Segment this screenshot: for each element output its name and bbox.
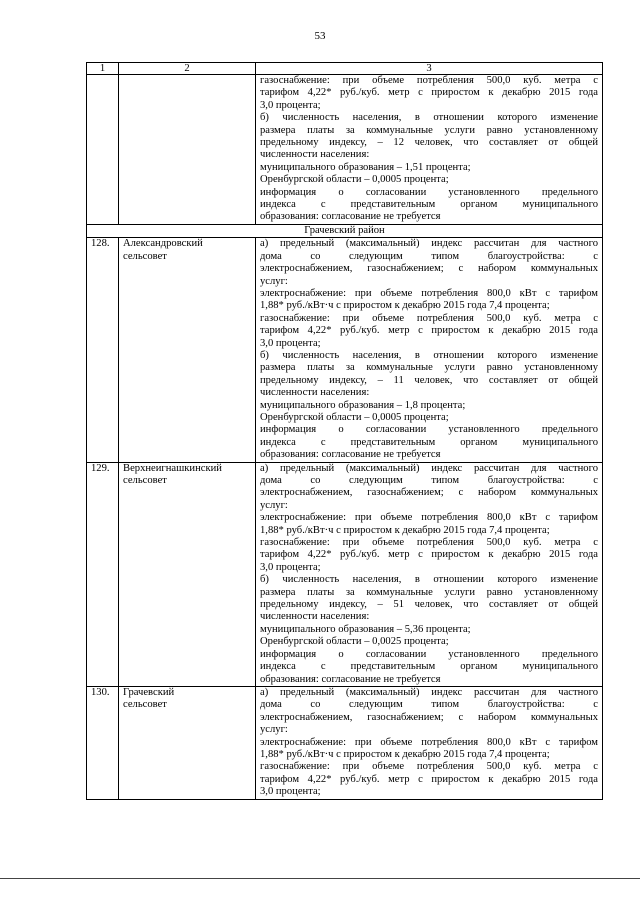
text-line: б) численность населения, в отношении которого изменение [260,349,598,361]
text-line: услуг: [260,724,288,736]
text-line: тарифом 4,22* руб./куб. метр с приростом к декабрю 2015 года [260,773,598,785]
settlement-name-line: Александровский [123,238,203,250]
text-line: электроснабжение: при объеме потребления 800,0 кВт с тарифом [260,512,598,524]
text-line: муниципального образования – 1,51 процента; [260,161,471,173]
index-description [256,686,603,799]
text-line: газоснабжение: при объеме потребления 500,0 куб. метра с [260,75,598,86]
text-line: дома со следующим типом благоустройства: с [260,250,598,262]
settlement-row [87,462,603,686]
continuation-name-cell [119,75,256,225]
text-line: тарифом 4,22* руб./куб. метр с приростом к декабрю 2015 года [260,87,598,99]
text-line: услуг: [260,499,288,511]
settlement-name-line: сельсовет [123,475,167,486]
text-line: предельному индексу, – 11 человек, что составляет от общей [260,374,598,386]
text-line: муниципального образования – 5,36 процента; [260,623,471,635]
text-line: тарифом 4,22* руб./куб. метр с приростом к декабрю 2015 года [260,549,598,561]
text-line: 1,88* руб./кВт·ч с приростом к декабрю 2015 года 7,4 процента; [260,524,550,536]
settlement-name-line: сельсовет [123,699,167,711]
text-line: дома со следующим типом благоустройства: с [260,699,598,711]
district-title: Грачевский район [87,224,603,237]
text-line: газоснабжение: при объеме потребления 500,0 куб. метра с [260,312,598,324]
text-line: тарифом 4,22* руб./куб. метр с приростом к декабрю 2015 года [260,325,598,337]
text-line: электроснабжение: при объеме потребления 800,0 кВт с тарифом [260,287,598,299]
text-line: предельному индексу, – 12 человек, что составляет от общей [260,137,598,149]
text-line: размера платы за коммунальные услуги равно установленному [260,586,598,598]
continuation-row [87,75,603,225]
text-line: газоснабжение: при объеме потребления 500,0 куб. метра с [260,761,598,773]
text-line: информация о согласовании установленного предельного [260,186,598,198]
text-line: электроснабжением, газоснабжением; с набором коммунальных [260,263,598,275]
text-line: 3,0 процента; [260,99,321,111]
text-line: 3,0 процента; [260,786,321,798]
text-line: услуг: [260,275,288,287]
text-line: б) численность населения, в отношении которого изменение [260,112,598,124]
row-number: 128. [87,238,119,462]
text-line: а) предельный (максимальный) индекс рассчитан для частного [260,462,598,474]
header-col-2: 2 [119,63,256,75]
row-number: 130. [87,686,119,799]
settlement-name-line: Верхнеигнашкинский [123,462,222,474]
settlement-name [119,238,256,462]
text-line: газоснабжение: при объеме потребления 500,0 куб. метра с [260,537,598,549]
header-col-3: 3 [256,63,603,75]
table-header-row [87,63,603,75]
settlement-name [119,462,256,686]
text-line: электроснабжение: при объеме потребления 800,0 кВт с тарифом [260,736,598,748]
continuation-text-cell [256,75,603,225]
text-line: индекса с представительным органом муниципального [260,199,598,211]
page-number: 53 [314,30,326,42]
text-line: 1,88* руб./кВт·ч с приростом к декабрю 2015 года 7,4 процента; [260,300,550,312]
text-line: информация о согласовании установленного предельного [260,424,598,436]
text-line: информация о согласовании установленного предельного [260,648,598,660]
settlement-row [87,238,603,462]
index-description [256,238,603,462]
settlement-name [119,686,256,799]
tariff-index-table [86,62,603,800]
text-line: образования: согласование не требуется [260,449,441,461]
text-line: Оренбургской области – 0,0025 процента; [260,636,449,648]
row-number: 129. [87,462,119,686]
text-line: 3,0 процента; [260,561,321,573]
district-section-row [87,224,603,237]
text-line: предельному индексу, – 51 человек, что составляет от общей [260,599,598,611]
text-line: а) предельный (максимальный) индекс рассчитан для частного [260,238,598,250]
text-line: численности населения: [260,387,370,399]
text-line: муниципального образования – 1,8 процента; [260,399,466,411]
text-line: численности населения: [260,611,370,623]
text-line: а) предельный (максимальный) индекс рассчитан для частного [260,686,598,698]
header-col-1: 1 [87,63,119,75]
scan-bottom-edge [0,878,640,879]
text-line: образования: согласование не требуется [260,673,441,685]
text-line: индекса с представительным органом муниципального [260,436,598,448]
text-line: размера платы за коммунальные услуги равно установленному [260,124,598,136]
settlement-name-line: Грачевский [123,686,175,698]
text-line: 1,88* руб./кВт·ч с приростом к декабрю 2015 года 7,4 процента; [260,748,550,760]
text-line: численности населения: [260,149,370,161]
text-line: Оренбургской области – 0,0005 процента; [260,174,449,186]
settlement-name-line: сельсовет [123,250,167,262]
text-line: дома со следующим типом благоустройства: с [260,475,598,486]
settlement-row [87,686,603,799]
text-line: образования: согласование не требуется [260,211,441,223]
text-line: Оренбургской области – 0,0005 процента; [260,411,449,423]
text-line: электроснабжением, газоснабжением; с набором коммунальных [260,711,598,723]
text-line: индекса с представительным органом муниципального [260,661,598,673]
text-line: электроснабжением, газоснабжением; с набором коммунальных [260,487,598,499]
text-line: размера платы за коммунальные услуги равно установленному [260,362,598,374]
text-line: б) численность населения, в отношении которого изменение [260,574,598,586]
continuation-num-cell [87,75,119,225]
text-line: 3,0 процента; [260,337,321,349]
index-description [256,462,603,686]
